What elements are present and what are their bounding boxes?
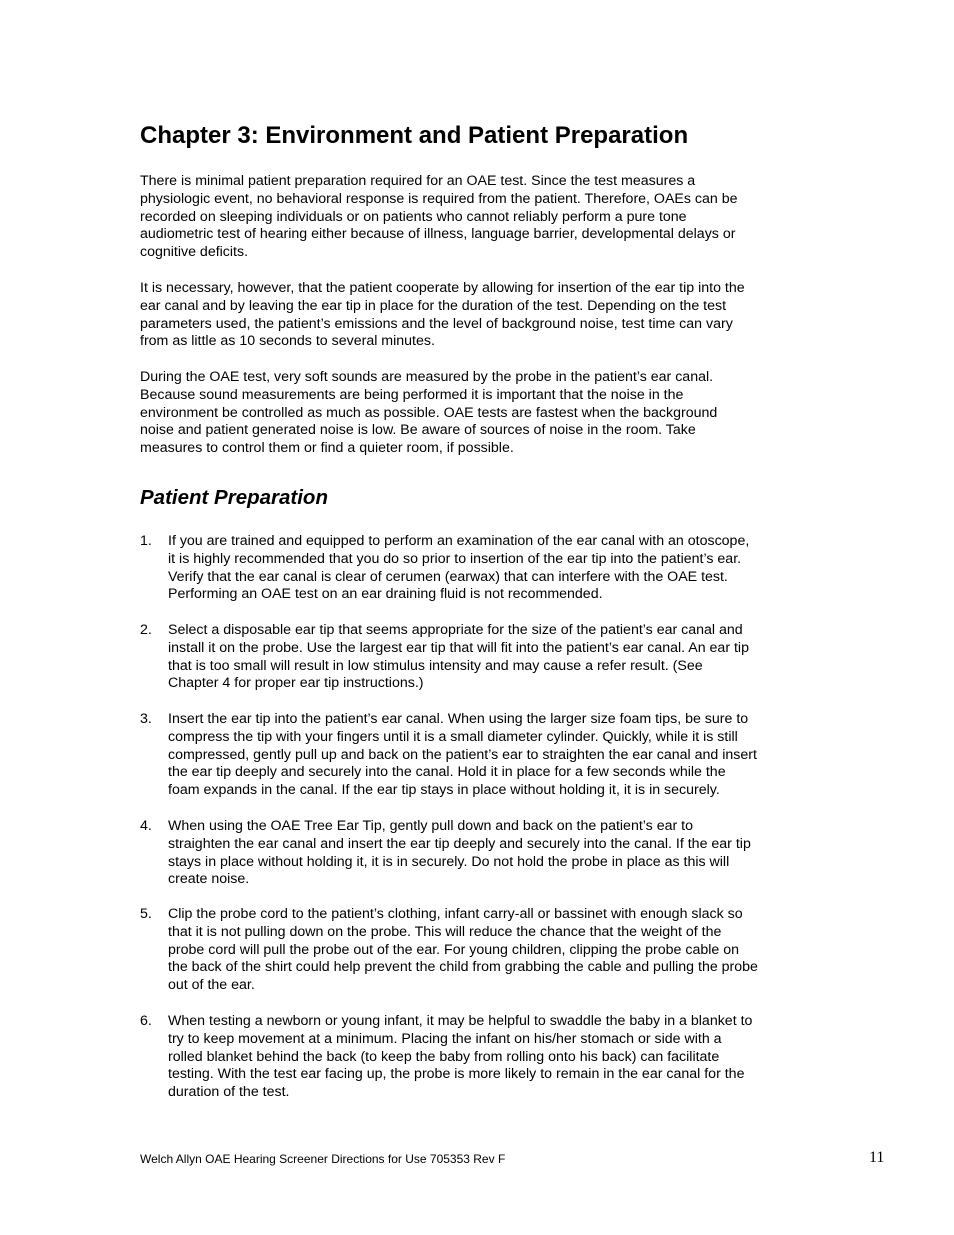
- list-item-number: 6.: [140, 1013, 152, 1029]
- list-item-text: [168, 622, 830, 693]
- list-item-text: [168, 906, 830, 995]
- list-item-line: the ear tip deeply and securely into the canal. Hold it in place for a few seconds while the: [168, 764, 726, 781]
- paragraph-line: recorded on sleeping individuals or on patients who cannot reliably perform a pure tone: [140, 208, 687, 225]
- list-item-line: the back of the shirt could help prevent the child from grabbing the cable and pulling the probe: [168, 959, 758, 976]
- list-item-line: Verify that the ear canal is clear of cerumen (earwax) that can interfere with the OAE test.: [168, 568, 728, 585]
- list-item-line: compressed, gently pull up and back on the patient’s ear to straighten the ear canal and insert: [168, 746, 757, 763]
- paragraph-line: noise and patient generated noise is low. Be aware of sources of noise in the room. Take: [140, 422, 696, 439]
- list-item-number: 3.: [140, 711, 152, 727]
- paragraph-line: It is necessary, however, that the patient cooperate by allowing for insertion of the ear tip into the: [140, 280, 745, 296]
- paragraph-line: Because sound measurements are being performed it is important that the noise in the: [140, 386, 684, 403]
- paragraph-line: parameters used, the patient’s emissions and the level of background noise, test time can vary: [140, 315, 733, 332]
- footer-text: Welch Allyn OAE Hearing Screener Directions for Use 705353 Rev F: [140, 1152, 506, 1166]
- chapter-title: Chapter 3: Environment and Patient Preparation: [140, 122, 689, 149]
- section-title: Patient Preparation: [140, 486, 328, 509]
- list-item-line: Clip the probe cord to the patient’s clothing, infant carry-all or bassinet with enough slack so: [168, 906, 743, 922]
- list-item-line: rolled blanket behind the back (to keep the baby from rolling onto his back) can facilitate: [168, 1048, 720, 1065]
- list-item-number: 5.: [140, 906, 152, 922]
- paragraph-line: from as little as 10 seconds to several minutes.: [140, 333, 435, 350]
- list-item-line: out of the ear.: [168, 977, 255, 994]
- list-item-line: Select a disposable ear tip that seems appropriate for the size of the patient’s ear canal and: [168, 622, 743, 638]
- intro-paragraph: [140, 173, 830, 262]
- list-item-line: Insert the ear tip into the patient’s ear canal. When using the larger size foam tips, be sure to: [168, 711, 749, 727]
- list-item-line: try to keep movement at a minimum. Placing the infant on his/her stomach or side with a: [168, 1030, 722, 1047]
- list-item-line: testing. With the test ear facing up, the probe is more likely to remain in the ear canal for the: [168, 1066, 745, 1083]
- list-item-text: [168, 533, 830, 604]
- list-item-line: If you are trained and equipped to perform an examination of the ear canal with an otoscope,: [168, 533, 750, 549]
- list-item-number: 2.: [140, 622, 152, 638]
- list-item-line: straighten the ear canal and insert the ear tip deeply and securely into the canal. If the ear tip: [168, 835, 751, 852]
- list-item-line: it is highly recommended that you do so prior to insertion of the ear tip into the patient’s ear.: [168, 550, 742, 567]
- list-item-line: probe cord will pull the probe out of the ear. For young children, clipping the probe cable on: [168, 941, 740, 958]
- noise-paragraph: [140, 369, 830, 458]
- list-item-line: that is too small will result in low stimulus intensity and may cause a refer result. (See: [168, 657, 703, 674]
- paragraph-line: cognitive deficits.: [140, 244, 249, 261]
- paragraph-line: measures to control them or find a quieter room, if possible.: [140, 440, 514, 457]
- list-item-text: [168, 818, 830, 889]
- paragraph-line: environment be controlled as much as possible. OAE tests are fastest when the background: [140, 404, 718, 421]
- list-item-line: Performing an OAE test on an ear draining fluid is not recommended.: [168, 586, 603, 603]
- list-item-line: When using the OAE Tree Ear Tip, gently pull down and back on the patient’s ear to: [168, 818, 693, 834]
- paragraph-line: There is minimal patient preparation required for an OAE test. Since the test measures a: [140, 173, 696, 189]
- list-item-line: duration of the test.: [168, 1084, 290, 1101]
- list-item-line: that it is not pulling down on the probe. This will reduce the chance that the weight of the: [168, 923, 722, 940]
- list-item-text: [168, 1013, 830, 1102]
- cooperation-paragraph: [140, 280, 830, 351]
- paragraph-line: ear canal and by leaving the ear tip in place for the duration of the test. Depending on the test: [140, 297, 727, 314]
- list-item-line: compress the tip with your fingers until it is a small diameter cylinder. Quickly, while it is still: [168, 728, 738, 745]
- list-item-line: create noise.: [168, 871, 250, 888]
- list-item-line: stays in place without holding it, it is in securely. Do not hold the probe in place as this will: [168, 853, 730, 870]
- paragraph-line: During the OAE test, very soft sounds are measured by the probe in the patient’s ear canal.: [140, 369, 714, 385]
- list-item-number: 4.: [140, 818, 152, 834]
- paragraph-line: physiologic event, no behavioral response is required from the patient. Therefore, OAEs can be: [140, 190, 738, 207]
- list-item-text: [168, 711, 830, 800]
- list-item-line: When testing a newborn or young infant, it may be helpful to swaddle the baby in a blanket to: [168, 1013, 753, 1029]
- list-item-number: 1.: [140, 533, 152, 549]
- page-number: 11: [869, 1149, 885, 1166]
- list-item-line: foam expands in the canal. If the ear tip stays in place without holding it, it is in securely.: [168, 782, 720, 799]
- list-item-line: Chapter 4 for proper ear tip instructions.): [168, 675, 424, 692]
- list-item-line: install it on the probe. Use the largest ear tip that will fit into the patient’s ear canal. An ear tip: [168, 639, 749, 656]
- paragraph-line: audiometric test of hearing either because of illness, language barrier, developmental delays or: [140, 226, 736, 243]
